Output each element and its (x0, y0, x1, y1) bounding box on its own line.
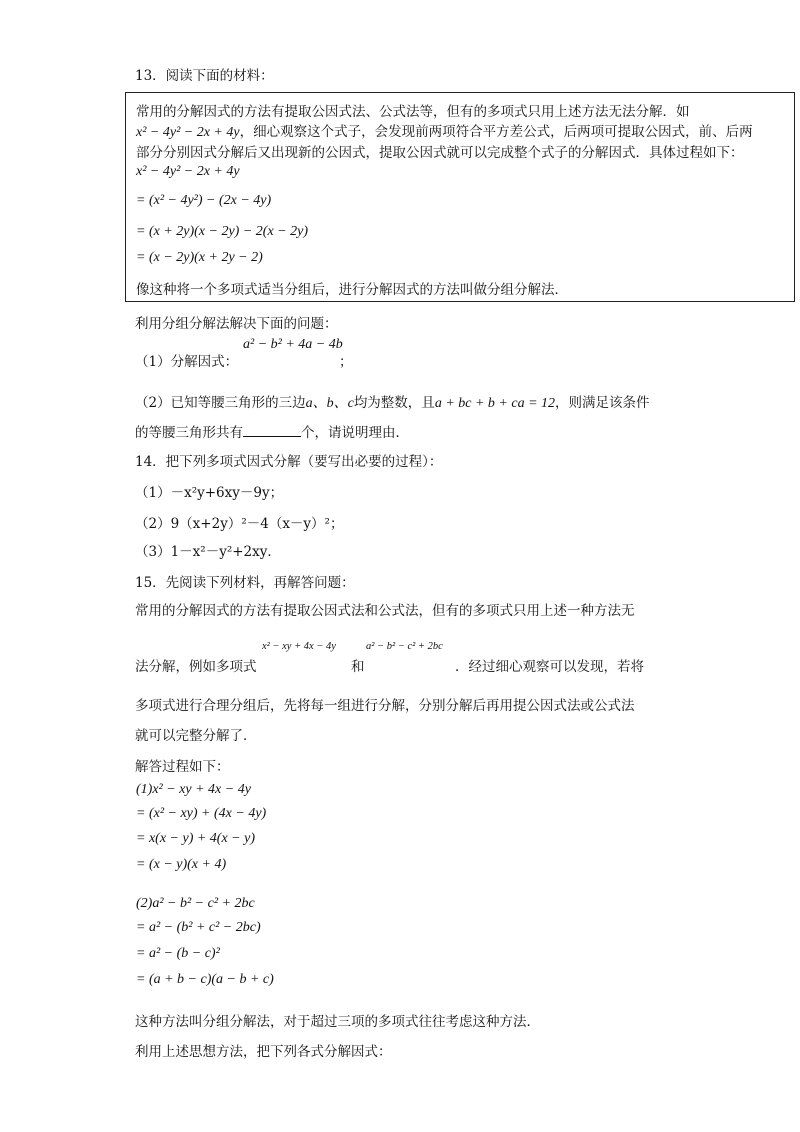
q15-line2-a: 法分解，例如多项式 (135, 659, 257, 675)
q13-part2-c: ，则满足该条件 (555, 395, 650, 411)
q13-part1 (135, 350, 238, 370)
q13-box-line3: 部分分别因式分解后又出现新的公因式，提取公因式就可以完成整个式子的分解因式．具体过程如下： (136, 145, 744, 161)
q13-box-line2-text: ，细心观察这个式子，会发现前两项符合平方差公式，后两项可提取公因式，前、后两 (239, 124, 753, 140)
q15-title: 15．先阅读下列材料，再解答问题： (135, 575, 355, 591)
q15-line2-expr1: x² − xy + 4x − 4y (262, 641, 336, 652)
q15-line3: 多项式进行合理分组后，先将每一组进行分解，分别分解后再用提公因式法或公式法 (135, 698, 635, 714)
q15-s1-line2: = (x² − xy) + (4x − 4y) (136, 806, 267, 821)
q15-s1-line1: (1)x² − xy + 4x − 4y (136, 782, 251, 797)
q13-intro: 利用分组分解法解决下面的问题： (135, 316, 338, 332)
q13-box-line2-expr: x² − 4y² − 2x + 4y (136, 125, 240, 140)
answer-blank[interactable] (243, 424, 301, 437)
q15-line2-and: 和 (351, 659, 365, 675)
q13-part2-a: （2）已知等腰三角形的三边 (135, 395, 306, 411)
q13-part2-d: 的等腰三角形共有 (135, 425, 243, 441)
q14-item3: （3）1－x²－y²+2xy． (135, 544, 281, 560)
q15-s2-line2: = a² − (b² + c² − 2bc) (136, 920, 261, 935)
q13-step1: x² − 4y² − 2x + 4y (136, 164, 240, 179)
q13-part1-label: （1）分解因式： (135, 354, 239, 370)
q15-s1-line3: = x(x − y) + 4(x − y) (136, 831, 256, 846)
q13-part2-line1 (135, 391, 650, 412)
q13-part2-expr: a + bc + b + ca = 12 (434, 396, 556, 411)
q14-item1: （1）－x²y+6xy－9y； (135, 485, 284, 501)
q13-step4: = (x − 2y)(x + 2y − 2) (136, 250, 263, 265)
q13-part1-end: ； (339, 354, 353, 370)
q15-line2-b: ．经过细心观察可以发现，若将 (455, 659, 644, 675)
q13-part1-expr: a² − b² + 4a − 4b (243, 337, 343, 352)
q15-line1: 常用的分解因式的方法有提取公因式法和公式法，但有的多项式只用上述一种方法无 (135, 603, 635, 619)
q15-line4: 就可以完整分解了． (135, 728, 257, 744)
q13-part2-b: 均为整数，且 (353, 395, 435, 411)
q13-step2: = (x² − 4y²) − (2x − 4y) (136, 193, 272, 208)
q15-final: 利用上述思想方法，把下列各式分解因式： (135, 1044, 392, 1060)
q15-s2-line4: = (a + b − c)(a − b + c) (136, 972, 274, 987)
q13-part2-e: 个，请说明理由． (301, 425, 409, 441)
q14-title: 14．把下列多项式因式分解（要写出必要的过程）： (135, 454, 443, 470)
q13-part2-line2 (135, 421, 409, 441)
q13-title: 13．阅读下面的材料： (135, 68, 274, 84)
q15-note: 这种方法叫分组分解法，对于超过三项的多项式往往考虑这种方法． (135, 1014, 540, 1030)
q13-box-line2 (136, 120, 753, 141)
q15-line2-expr2: a² − b² − c² + 2bc (366, 641, 443, 652)
q13-part2-vars: a、b、c (305, 396, 354, 411)
q13-step3: = (x + 2y)(x − 2y) − 2(x − 2y) (136, 224, 308, 239)
q15-solution-label: 解答过程如下： (135, 759, 230, 775)
q15-s1-line4: = (x − y)(x + 4) (136, 857, 227, 872)
q15-s2-line1: (2)a² − b² − c² + 2bc (136, 896, 255, 911)
q13-box-line1: 常用的分解因式的方法有提取公因式法、公式法等，但有的多项式只用上述方法无法分解．如 (136, 104, 690, 120)
q13-conclusion: 像这种将一个多项式适当分组后，进行分解因式的方法叫做分组分解法． (136, 282, 568, 298)
q15-s2-line3: = a² − (b − c)² (136, 946, 220, 961)
q14-item2: （2）9（x+2y）²－4（x－y）²； (135, 516, 344, 532)
